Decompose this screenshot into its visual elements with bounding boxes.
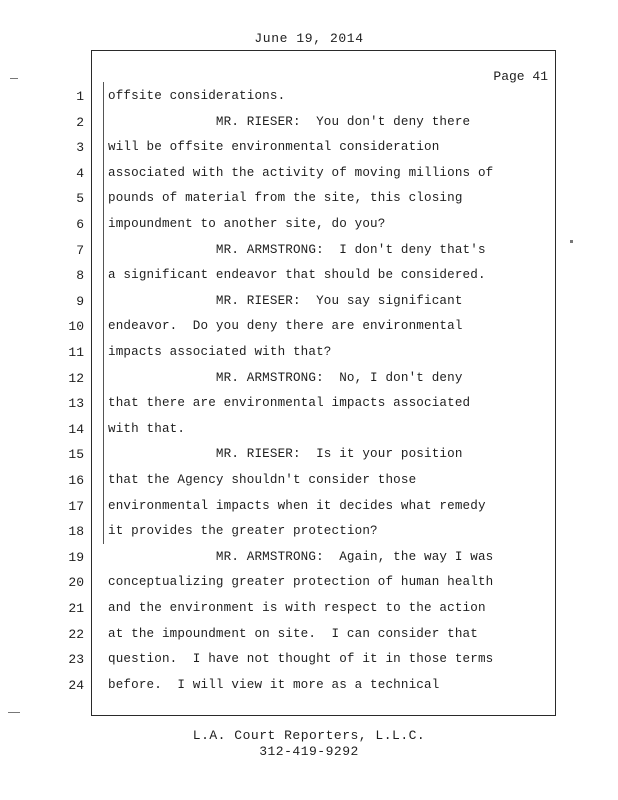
transcript-line-text: MR. ARMSTRONG: No, I don't deny [108, 371, 463, 385]
page-number: Page 41 [493, 69, 548, 84]
transcript-line-text: with that. [108, 422, 186, 436]
footer-company: L.A. Court Reporters, L.L.C. [192, 728, 426, 743]
margin-rule [103, 82, 104, 544]
line-number: 1 [76, 89, 84, 104]
transcript-line-text: endeavor. Do you deny there are environmental [108, 319, 463, 333]
line-number: 22 [68, 627, 84, 642]
line-number: 6 [76, 217, 84, 232]
transcript-line-text: conceptualizing greater protection of human health [108, 575, 494, 589]
line-number: 16 [68, 473, 84, 488]
transcript-line-text: before. I will view it more as a technical [108, 678, 440, 692]
line-number: 8 [76, 268, 84, 283]
line-number: 23 [68, 652, 84, 667]
transcript-line-text: MR. RIESER: You say significant [108, 294, 463, 308]
transcript-line-text: that the Agency shouldn't consider those [108, 473, 417, 487]
line-number: 15 [68, 447, 84, 462]
transcript-line-text: will be offsite environmental consideration [108, 140, 440, 154]
transcript-line-text: environmental impacts when it decides what remedy [108, 499, 486, 513]
line-number: 18 [68, 524, 84, 539]
line-number: 4 [76, 166, 84, 181]
line-number: 24 [68, 678, 84, 693]
line-number: 7 [76, 243, 84, 258]
line-number: 14 [68, 422, 84, 437]
transcript-line-text: associated with the activity of moving millions of [108, 166, 494, 180]
line-number: 2 [76, 115, 84, 130]
line-number: 20 [68, 575, 84, 590]
transcript-line-text: MR. ARMSTRONG: I don't deny that's [108, 243, 486, 257]
transcript-line-text: impoundment to another site, do you? [108, 217, 386, 231]
transcript-line-text: a significant endeavor that should be considered. [108, 268, 486, 282]
transcript-line-text: MR. RIESER: You don't deny there [108, 115, 471, 129]
transcript-line-text: MR. ARMSTRONG: Again, the way I was [108, 550, 494, 564]
scan-artifact [10, 78, 18, 79]
line-number: 5 [76, 191, 84, 206]
footer-phone: 312-419-9292 [259, 744, 359, 759]
line-number: 12 [68, 371, 84, 386]
header-date: June 19, 2014 [254, 31, 364, 46]
line-number: 9 [76, 294, 84, 309]
line-number: 3 [76, 140, 84, 155]
transcript-line-text: question. I have not thought of it in those terms [108, 652, 494, 666]
transcript-line-text: impacts associated with that? [108, 345, 332, 359]
line-number: 17 [68, 499, 84, 514]
transcript-line-text: offsite considerations. [108, 89, 286, 103]
line-number: 13 [68, 396, 84, 411]
transcript-line-text: pounds of material from the site, this closing [108, 191, 463, 205]
transcript-line-text: at the impoundment on site. I can consider that [108, 627, 478, 641]
scan-artifact [8, 712, 20, 713]
line-number: 11 [68, 345, 84, 360]
line-number: 21 [68, 601, 84, 616]
line-number: 19 [68, 550, 84, 565]
transcript-line-text: it provides the greater protection? [108, 524, 378, 538]
line-number: 10 [68, 319, 84, 334]
transcript-line-text: MR. RIESER: Is it your position [108, 447, 463, 461]
transcript-line-text: and the environment is with respect to the action [108, 601, 486, 615]
scan-artifact [570, 240, 573, 243]
transcript-line-text: that there are environmental impacts associated [108, 396, 471, 410]
